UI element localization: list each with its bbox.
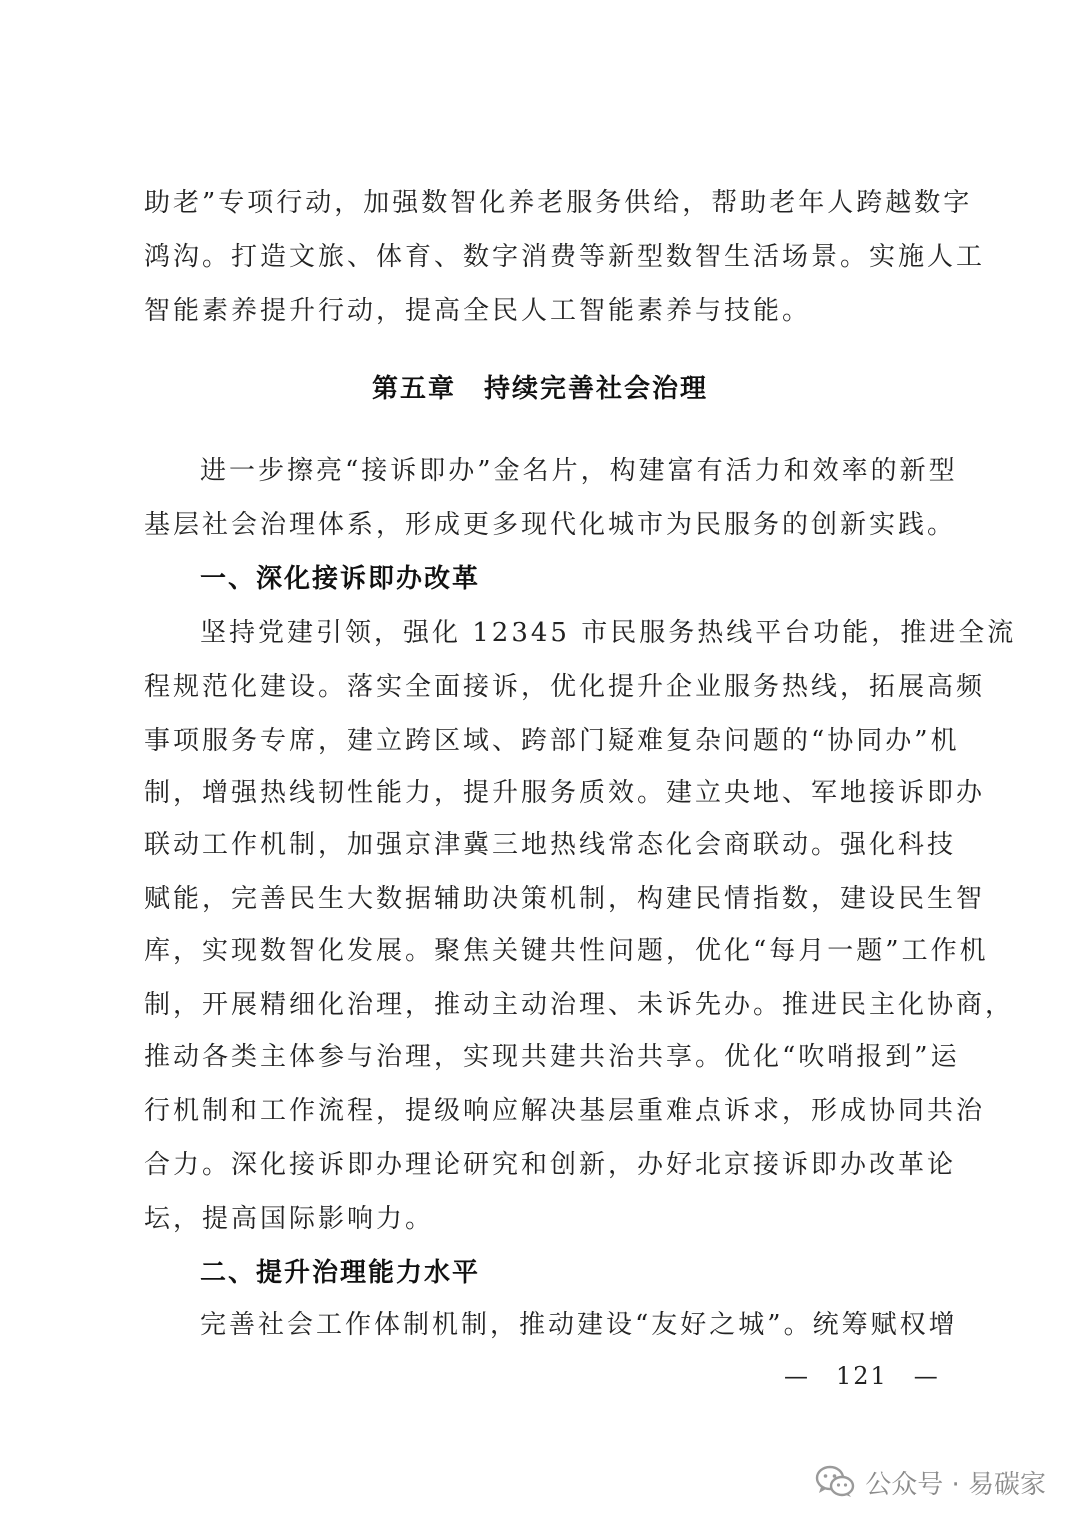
intro-line-3: 智能素养提升行动，提高全民人工智能素养与技能。 <box>144 296 812 326</box>
section-1-line: 行机制和工作流程，提级响应解决基层重难点诉求，形成协同共治 <box>144 1096 986 1126</box>
section-2-line: 完善社会工作体制机制，推动建设“友好之城”。统筹赋权增 <box>200 1310 958 1340</box>
watermark <box>815 1462 1046 1502</box>
section-1-line: 赋能，完善民生大数据辅助决策机制，构建民情指数，建设民生智 <box>144 884 986 914</box>
chapter-title: 第五章 持续完善社会治理 <box>371 374 708 404</box>
section-1-line: 制，增强热线韧性能力，提升服务质效。建立央地、军地接诉即办 <box>144 778 986 808</box>
section-1-line: 程规范化建设。落实全面接诉，优化提升企业服务热线，拓展高频 <box>144 672 986 702</box>
chapter-intro-line-2: 基层社会治理体系，形成更多现代化城市为民服务的创新实践。 <box>144 510 957 540</box>
watermark-text: 公众号 · 易碳家 <box>865 1469 1046 1500</box>
intro-line-1: 助老”专项行动，加强数智化养老服务供给，帮助老年人跨越数字 <box>144 188 973 218</box>
section-1-line: 事项服务专席，建立跨区域、跨部门疑难复杂问题的“协同办”机 <box>144 726 960 756</box>
section-1-line: 制，开展精细化治理，推动主动治理、未诉先办。推进民主化协商， <box>144 990 1015 1020</box>
section-1-line: 坛，提高国际影响力。 <box>144 1204 435 1234</box>
section-1-line: 坚持党建引领，强化 12345 市民服务热线平台功能，推进全流 <box>200 618 1017 648</box>
section-1-line: 联动工作机制，加强京津冀三地热线常态化会商联动。强化科技 <box>144 830 957 860</box>
wechat-icon <box>815 1465 855 1499</box>
section-1-line: 库，实现数智化发展。聚焦关键共性问题，优化“每月一题”工作机 <box>144 936 989 966</box>
chapter-intro-line-1: 进一步擦亮“接诉即办”金名片，构建富有活力和效率的新型 <box>200 456 958 486</box>
section-1-line: 合力。深化接诉即办理论研究和创新，办好北京接诉即办改革论 <box>144 1150 957 1180</box>
page-number: — 121 — <box>784 1362 940 1390</box>
section-1-line: 推动各类主体参与治理，实现共建共治共享。优化“吹哨报到”运 <box>144 1042 960 1072</box>
intro-line-2: 鸿沟。打造文旅、体育、数字消费等新型数智生活场景。实施人工 <box>144 242 986 272</box>
section-2-heading: 二、提升治理能力水平 <box>200 1258 481 1288</box>
section-1-heading: 一、深化接诉即办改革 <box>200 564 481 594</box>
